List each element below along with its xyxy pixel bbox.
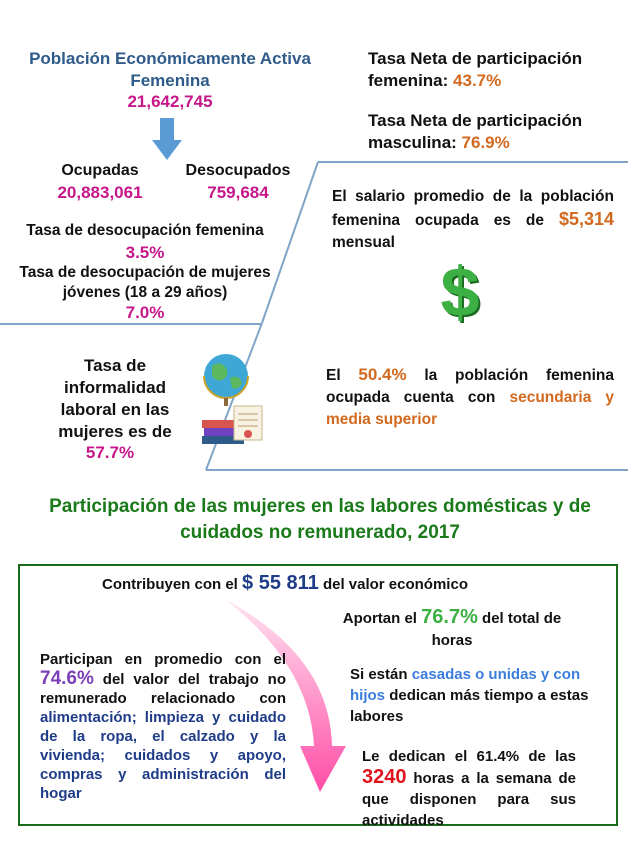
ocupadas-label: Ocupadas [61, 162, 139, 179]
section-title: Participación de las mujeres en las labores domésticas y de cuidados no remunerado, 2017 [49, 496, 591, 543]
desocupados-value: 759,684 [207, 183, 269, 202]
contribuyen-text [102, 572, 522, 595]
ocupadas-value: 20,883,061 [57, 183, 143, 202]
participacion-femenina-label: Tasa Neta de participación femenina: [368, 49, 583, 90]
pea-title: Población Económicamente Activa Femenina [29, 49, 311, 90]
informalidad-value: 57.7% [85, 443, 135, 462]
educacion-prefix: El [326, 367, 341, 384]
dedican-text [362, 746, 576, 831]
participan-value: 74.6% [40, 668, 94, 689]
contribuyen-prefix: Contribuyen con el [102, 576, 238, 593]
aportan-text [332, 606, 572, 652]
educacion-text [326, 364, 614, 431]
tasa-jovenes-label: Tasa de desocupación de mujeres jóvenes (18 a 29 años) [19, 264, 271, 301]
desocupados-label: Desocupados [185, 162, 291, 179]
globe-books-icon [196, 348, 272, 448]
educacion-highlight: secundaria y media superior [326, 389, 614, 428]
dedican-suffix: horas a la semana de que disponen para sus actividades [362, 770, 576, 829]
dollar-icon: $ [440, 253, 480, 331]
down-arrow-icon [152, 118, 182, 162]
tasa-desocupacion-value: 3.5% [125, 243, 165, 262]
participan-middle: del valor del trabajo no remunerado relacionado con [40, 671, 286, 707]
aportan-prefix: Aportan el [342, 610, 417, 627]
casadas-highlight: casadas o unidas y con hijos [350, 666, 581, 704]
participacion-masculina-value: 76.9% [461, 133, 510, 152]
aportan-value: 76.7% [421, 606, 478, 628]
contribuyen-value: $ 55 811 [242, 572, 319, 594]
casadas-suffix: dedican más tiempo a estas labores [350, 687, 589, 725]
participan-prefix: Participan en promedio con el [40, 651, 286, 668]
participan-text [40, 650, 286, 803]
participacion-masculina [368, 110, 608, 154]
contribuyen-suffix: del valor económico [322, 576, 468, 593]
salario-suffix: mensual [332, 234, 395, 251]
casadas-prefix: Si están [350, 666, 408, 683]
participacion-masculina-label: Tasa Neta de participación masculina: [368, 111, 583, 152]
aportan-suffix: del total de horas [431, 610, 562, 649]
tasa-desocupacion-label: Tasa de desocupación femenina [26, 222, 264, 239]
casadas-text [350, 664, 606, 727]
educacion-value: 50.4% [358, 365, 407, 384]
participan-highlight: alimentación; limpieza y cuidado de la ropa, el calzado y la vivienda; cuidados y apoyo, compras y administración del hogar [40, 709, 286, 802]
salario-text [332, 186, 614, 254]
tasa-jovenes-value: 7.0% [125, 303, 165, 322]
salario-value: $5,314 [558, 209, 615, 229]
informalidad-label: Tasa de informalidad laboral en las mujeres es de [58, 356, 172, 441]
pea-value: 21,642,745 [127, 92, 213, 111]
dedican-value: 3240 [362, 766, 407, 788]
dedican-prefix: Le dedican el 61.4% de las [362, 748, 576, 765]
salario-label: El salario promedio de la población femenina ocupada es de [332, 188, 614, 229]
participacion-femenina [368, 48, 608, 92]
participacion-femenina-value: 43.7% [453, 71, 502, 90]
educacion-middle: la población femenina ocupada cuenta con [326, 367, 615, 406]
